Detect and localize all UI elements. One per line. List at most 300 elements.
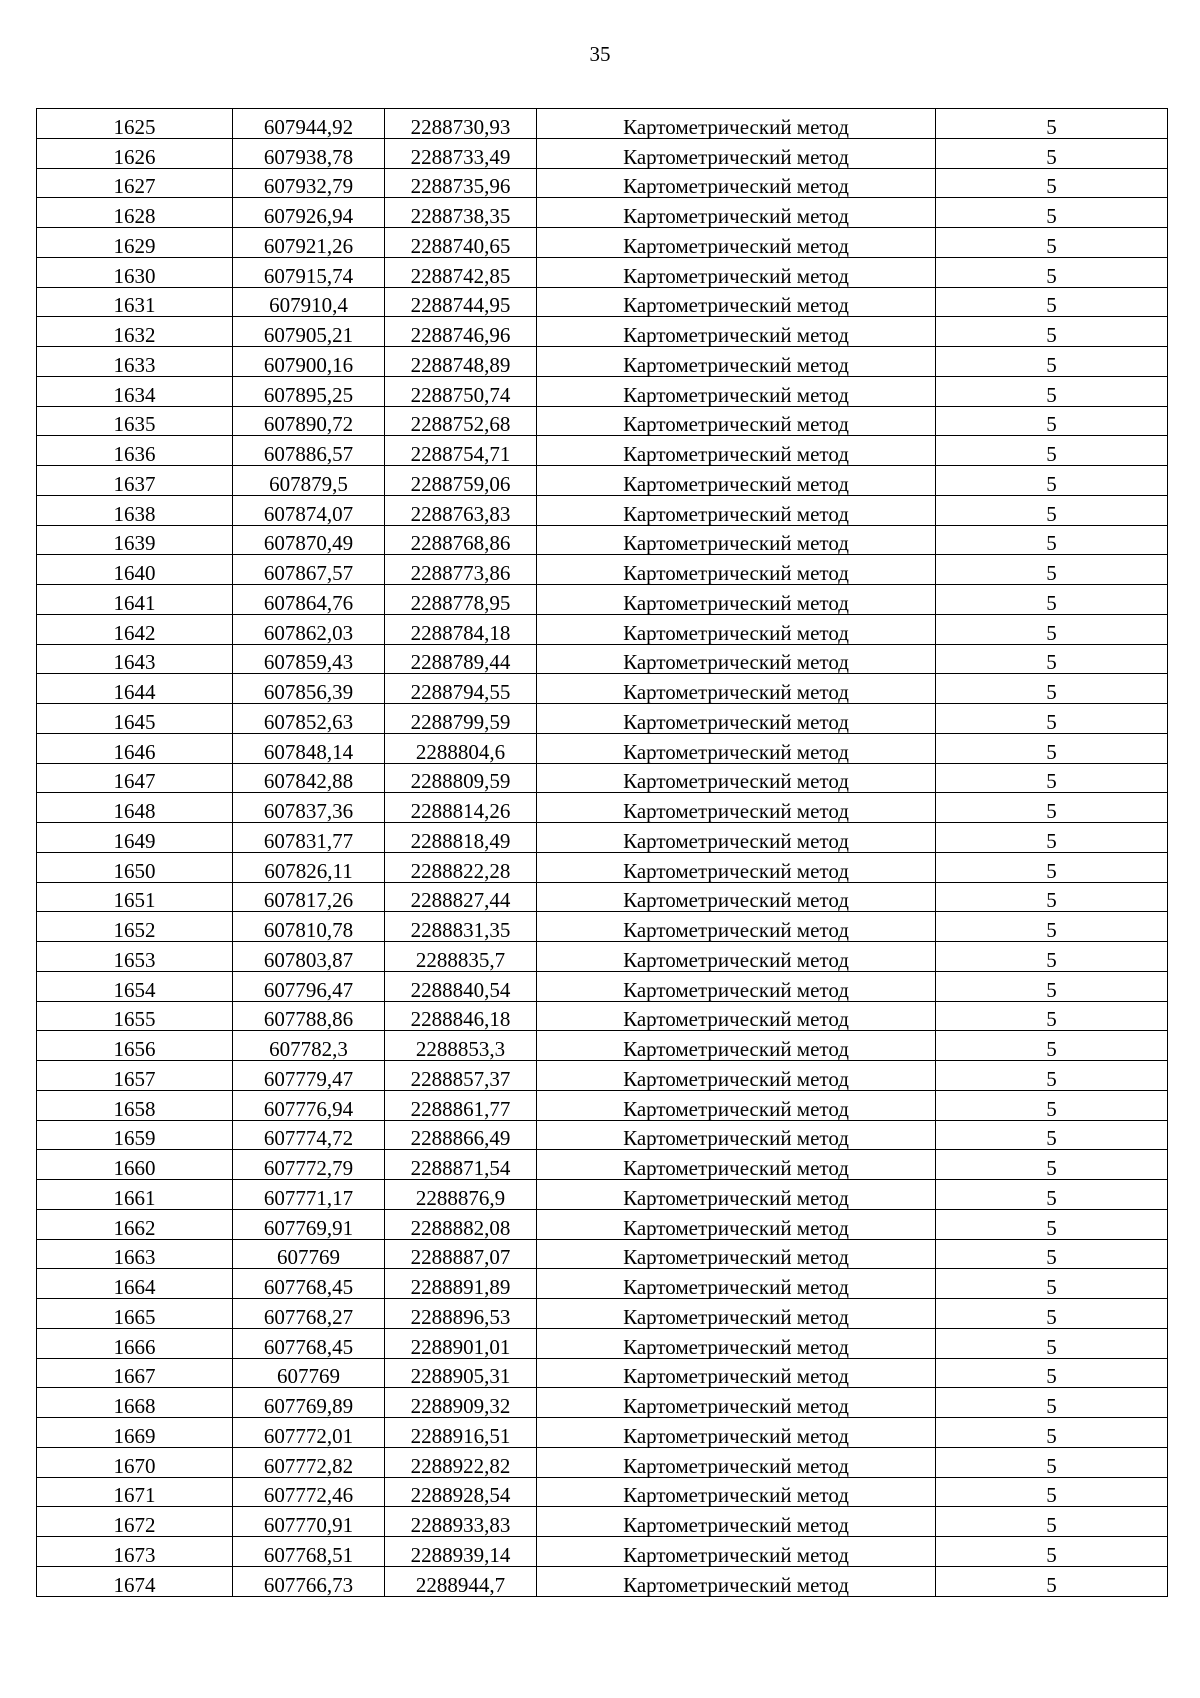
point-number-cell: 1655 <box>37 1001 233 1031</box>
method-cell: Картометрический метод <box>537 1328 936 1358</box>
accuracy-cell: 5 <box>936 1537 1168 1567</box>
point-number-cell: 1670 <box>37 1447 233 1477</box>
y-coordinate-cell: 2288939,14 <box>385 1537 537 1567</box>
x-coordinate-cell: 607810,78 <box>233 912 385 942</box>
x-coordinate-cell: 607852,63 <box>233 704 385 734</box>
method-cell: Картометрический метод <box>537 138 936 168</box>
y-coordinate-cell: 2288778,95 <box>385 585 537 615</box>
table-row <box>37 823 1168 853</box>
method-cell: Картометрический метод <box>537 614 936 644</box>
accuracy-cell: 5 <box>936 912 1168 942</box>
accuracy-cell: 5 <box>936 1477 1168 1507</box>
accuracy-cell: 5 <box>936 1120 1168 1150</box>
x-coordinate-cell: 607769,89 <box>233 1388 385 1418</box>
point-number-cell: 1662 <box>37 1209 233 1239</box>
x-coordinate-cell: 607776,94 <box>233 1090 385 1120</box>
point-number-cell: 1674 <box>37 1566 233 1596</box>
point-number-cell: 1634 <box>37 376 233 406</box>
y-coordinate-cell: 2288866,49 <box>385 1120 537 1150</box>
table-row <box>37 704 1168 734</box>
point-number-cell: 1640 <box>37 555 233 585</box>
method-cell: Картометрический метод <box>537 317 936 347</box>
x-coordinate-cell: 607870,49 <box>233 525 385 555</box>
y-coordinate-cell: 2288905,31 <box>385 1358 537 1388</box>
accuracy-cell: 5 <box>936 585 1168 615</box>
accuracy-cell: 5 <box>936 1209 1168 1239</box>
accuracy-cell: 5 <box>936 823 1168 853</box>
y-coordinate-cell: 2288891,89 <box>385 1269 537 1299</box>
point-number-cell: 1659 <box>37 1120 233 1150</box>
table-row <box>37 317 1168 347</box>
point-number-cell: 1671 <box>37 1477 233 1507</box>
table-row <box>37 1090 1168 1120</box>
accuracy-cell: 5 <box>936 1328 1168 1358</box>
x-coordinate-cell: 607769 <box>233 1239 385 1269</box>
accuracy-cell: 5 <box>936 287 1168 317</box>
coordinates-table <box>36 108 1168 1597</box>
accuracy-cell: 5 <box>936 1418 1168 1448</box>
accuracy-cell: 5 <box>936 1566 1168 1596</box>
accuracy-cell: 5 <box>936 1031 1168 1061</box>
y-coordinate-cell: 2288799,59 <box>385 704 537 734</box>
method-cell: Картометрический метод <box>537 436 936 466</box>
point-number-cell: 1649 <box>37 823 233 853</box>
point-number-cell: 1664 <box>37 1269 233 1299</box>
accuracy-cell: 5 <box>936 1061 1168 1091</box>
point-number-cell: 1642 <box>37 614 233 644</box>
table-row <box>37 1180 1168 1210</box>
table-row <box>37 1031 1168 1061</box>
x-coordinate-cell: 607796,47 <box>233 971 385 1001</box>
table-row <box>37 1507 1168 1537</box>
point-number-cell: 1652 <box>37 912 233 942</box>
x-coordinate-cell: 607817,26 <box>233 882 385 912</box>
accuracy-cell: 5 <box>936 852 1168 882</box>
accuracy-cell: 5 <box>936 228 1168 258</box>
x-coordinate-cell: 607766,73 <box>233 1566 385 1596</box>
accuracy-cell: 5 <box>936 376 1168 406</box>
x-coordinate-cell: 607779,47 <box>233 1061 385 1091</box>
table-row <box>37 198 1168 228</box>
x-coordinate-cell: 607837,36 <box>233 793 385 823</box>
method-cell: Картометрический метод <box>537 674 936 704</box>
x-coordinate-cell: 607856,39 <box>233 674 385 704</box>
x-coordinate-cell: 607944,92 <box>233 109 385 139</box>
x-coordinate-cell: 607768,51 <box>233 1537 385 1567</box>
method-cell: Картометрический метод <box>537 1299 936 1329</box>
method-cell: Картометрический метод <box>537 1537 936 1567</box>
accuracy-cell: 5 <box>936 733 1168 763</box>
accuracy-cell: 5 <box>936 704 1168 734</box>
accuracy-cell: 5 <box>936 882 1168 912</box>
accuracy-cell: 5 <box>936 1239 1168 1269</box>
y-coordinate-cell: 2288818,49 <box>385 823 537 853</box>
y-coordinate-cell: 2288773,86 <box>385 555 537 585</box>
method-cell: Картометрический метод <box>537 1388 936 1418</box>
point-number-cell: 1651 <box>37 882 233 912</box>
accuracy-cell: 5 <box>936 317 1168 347</box>
accuracy-cell: 5 <box>936 644 1168 674</box>
x-coordinate-cell: 607768,27 <box>233 1299 385 1329</box>
x-coordinate-cell: 607890,72 <box>233 406 385 436</box>
accuracy-cell: 5 <box>936 1447 1168 1477</box>
table-row <box>37 1358 1168 1388</box>
table-row <box>37 1061 1168 1091</box>
y-coordinate-cell: 2288768,86 <box>385 525 537 555</box>
table-row <box>37 1388 1168 1418</box>
accuracy-cell: 5 <box>936 436 1168 466</box>
y-coordinate-cell: 2288784,18 <box>385 614 537 644</box>
y-coordinate-cell: 2288901,01 <box>385 1328 537 1358</box>
table-row <box>37 436 1168 466</box>
point-number-cell: 1657 <box>37 1061 233 1091</box>
table-row <box>37 1299 1168 1329</box>
point-number-cell: 1658 <box>37 1090 233 1120</box>
accuracy-cell: 5 <box>936 347 1168 377</box>
table-row <box>37 1328 1168 1358</box>
method-cell: Картометрический метод <box>537 109 936 139</box>
x-coordinate-cell: 607874,07 <box>233 495 385 525</box>
method-cell: Картометрический метод <box>537 971 936 1001</box>
table-row <box>37 793 1168 823</box>
x-coordinate-cell: 607862,03 <box>233 614 385 644</box>
method-cell: Картометрический метод <box>537 1358 936 1388</box>
y-coordinate-cell: 2288804,6 <box>385 733 537 763</box>
method-cell: Картометрический метод <box>537 1566 936 1596</box>
y-coordinate-cell: 2288730,93 <box>385 109 537 139</box>
method-cell: Картометрический метод <box>537 1120 936 1150</box>
x-coordinate-cell: 607926,94 <box>233 198 385 228</box>
table-row <box>37 495 1168 525</box>
method-cell: Картометрический метод <box>537 466 936 496</box>
x-coordinate-cell: 607772,79 <box>233 1150 385 1180</box>
method-cell: Картометрический метод <box>537 1477 936 1507</box>
y-coordinate-cell: 2288916,51 <box>385 1418 537 1448</box>
table-row <box>37 347 1168 377</box>
x-coordinate-cell: 607788,86 <box>233 1001 385 1031</box>
y-coordinate-cell: 2288750,74 <box>385 376 537 406</box>
method-cell: Картометрический метод <box>537 1031 936 1061</box>
accuracy-cell: 5 <box>936 198 1168 228</box>
table-row <box>37 138 1168 168</box>
point-number-cell: 1665 <box>37 1299 233 1329</box>
point-number-cell: 1656 <box>37 1031 233 1061</box>
x-coordinate-cell: 607768,45 <box>233 1328 385 1358</box>
accuracy-cell: 5 <box>936 674 1168 704</box>
y-coordinate-cell: 2288748,89 <box>385 347 537 377</box>
y-coordinate-cell: 2288746,96 <box>385 317 537 347</box>
x-coordinate-cell: 607771,17 <box>233 1180 385 1210</box>
x-coordinate-cell: 607867,57 <box>233 555 385 585</box>
y-coordinate-cell: 2288809,59 <box>385 763 537 793</box>
y-coordinate-cell: 2288840,54 <box>385 971 537 1001</box>
method-cell: Картометрический метод <box>537 1061 936 1091</box>
method-cell: Картометрический метод <box>537 763 936 793</box>
method-cell: Картометрический метод <box>537 882 936 912</box>
point-number-cell: 1661 <box>37 1180 233 1210</box>
y-coordinate-cell: 2288744,95 <box>385 287 537 317</box>
accuracy-cell: 5 <box>936 1269 1168 1299</box>
point-number-cell: 1650 <box>37 852 233 882</box>
accuracy-cell: 5 <box>936 138 1168 168</box>
point-number-cell: 1633 <box>37 347 233 377</box>
x-coordinate-cell: 607770,91 <box>233 1507 385 1537</box>
table-row <box>37 852 1168 882</box>
method-cell: Картометрический метод <box>537 257 936 287</box>
table-row <box>37 109 1168 139</box>
method-cell: Картометрический метод <box>537 525 936 555</box>
method-cell: Картометрический метод <box>537 793 936 823</box>
method-cell: Картометрический метод <box>537 704 936 734</box>
x-coordinate-cell: 607910,4 <box>233 287 385 317</box>
page-number: 35 <box>589 42 611 66</box>
table-row <box>37 555 1168 585</box>
x-coordinate-cell: 607772,01 <box>233 1418 385 1448</box>
x-coordinate-cell: 607831,77 <box>233 823 385 853</box>
point-number-cell: 1639 <box>37 525 233 555</box>
table-row <box>37 1239 1168 1269</box>
x-coordinate-cell: 607768,45 <box>233 1269 385 1299</box>
table-row <box>37 733 1168 763</box>
table-row <box>37 1447 1168 1477</box>
table-row <box>37 376 1168 406</box>
table-row <box>37 1209 1168 1239</box>
method-cell: Картометрический метод <box>537 1209 936 1239</box>
method-cell: Картометрический метод <box>537 644 936 674</box>
point-number-cell: 1643 <box>37 644 233 674</box>
y-coordinate-cell: 2288738,35 <box>385 198 537 228</box>
accuracy-cell: 5 <box>936 1001 1168 1031</box>
accuracy-cell: 5 <box>936 406 1168 436</box>
accuracy-cell: 5 <box>936 525 1168 555</box>
point-number-cell: 1668 <box>37 1388 233 1418</box>
accuracy-cell: 5 <box>936 1150 1168 1180</box>
point-number-cell: 1627 <box>37 168 233 198</box>
y-coordinate-cell: 2288827,44 <box>385 882 537 912</box>
point-number-cell: 1660 <box>37 1150 233 1180</box>
table-row <box>37 1566 1168 1596</box>
y-coordinate-cell: 2288733,49 <box>385 138 537 168</box>
y-coordinate-cell: 2288922,82 <box>385 1447 537 1477</box>
y-coordinate-cell: 2288896,53 <box>385 1299 537 1329</box>
y-coordinate-cell: 2288814,26 <box>385 793 537 823</box>
x-coordinate-cell: 607769,91 <box>233 1209 385 1239</box>
table-row <box>37 882 1168 912</box>
x-coordinate-cell: 607772,46 <box>233 1477 385 1507</box>
y-coordinate-cell: 2288871,54 <box>385 1150 537 1180</box>
point-number-cell: 1648 <box>37 793 233 823</box>
x-coordinate-cell: 607848,14 <box>233 733 385 763</box>
point-number-cell: 1641 <box>37 585 233 615</box>
table-row <box>37 971 1168 1001</box>
table-row <box>37 525 1168 555</box>
method-cell: Картометрический метод <box>537 495 936 525</box>
point-number-cell: 1632 <box>37 317 233 347</box>
table-row <box>37 228 1168 258</box>
y-coordinate-cell: 2288876,9 <box>385 1180 537 1210</box>
y-coordinate-cell: 2288928,54 <box>385 1477 537 1507</box>
method-cell: Картометрический метод <box>537 168 936 198</box>
y-coordinate-cell: 2288822,28 <box>385 852 537 882</box>
y-coordinate-cell: 2288882,08 <box>385 1209 537 1239</box>
x-coordinate-cell: 607864,76 <box>233 585 385 615</box>
point-number-cell: 1625 <box>37 109 233 139</box>
method-cell: Картометрический метод <box>537 347 936 377</box>
point-number-cell: 1629 <box>37 228 233 258</box>
y-coordinate-cell: 2288933,83 <box>385 1507 537 1537</box>
coordinates-table-body <box>37 109 1168 1597</box>
accuracy-cell: 5 <box>936 971 1168 1001</box>
point-number-cell: 1644 <box>37 674 233 704</box>
method-cell: Картометрический метод <box>537 1269 936 1299</box>
point-number-cell: 1663 <box>37 1239 233 1269</box>
x-coordinate-cell: 607803,87 <box>233 942 385 972</box>
table-row <box>37 466 1168 496</box>
y-coordinate-cell: 2288853,3 <box>385 1031 537 1061</box>
accuracy-cell: 5 <box>936 614 1168 644</box>
accuracy-cell: 5 <box>936 1090 1168 1120</box>
x-coordinate-cell: 607900,16 <box>233 347 385 377</box>
table-row <box>37 912 1168 942</box>
x-coordinate-cell: 607826,11 <box>233 852 385 882</box>
accuracy-cell: 5 <box>936 793 1168 823</box>
point-number-cell: 1636 <box>37 436 233 466</box>
accuracy-cell: 5 <box>936 168 1168 198</box>
table-row <box>37 644 1168 674</box>
y-coordinate-cell: 2288759,06 <box>385 466 537 496</box>
method-cell: Картометрический метод <box>537 1090 936 1120</box>
x-coordinate-cell: 607782,3 <box>233 1031 385 1061</box>
y-coordinate-cell: 2288740,65 <box>385 228 537 258</box>
table-row <box>37 1150 1168 1180</box>
table-row <box>37 763 1168 793</box>
point-number-cell: 1647 <box>37 763 233 793</box>
method-cell: Картометрический метод <box>537 198 936 228</box>
y-coordinate-cell: 2288857,37 <box>385 1061 537 1091</box>
method-cell: Картометрический метод <box>537 555 936 585</box>
y-coordinate-cell: 2288763,83 <box>385 495 537 525</box>
method-cell: Картометрический метод <box>537 823 936 853</box>
method-cell: Картометрический метод <box>537 1507 936 1537</box>
accuracy-cell: 5 <box>936 1507 1168 1537</box>
table-row <box>37 257 1168 287</box>
point-number-cell: 1673 <box>37 1537 233 1567</box>
accuracy-cell: 5 <box>936 466 1168 496</box>
y-coordinate-cell: 2288861,77 <box>385 1090 537 1120</box>
x-coordinate-cell: 607769 <box>233 1358 385 1388</box>
accuracy-cell: 5 <box>936 495 1168 525</box>
point-number-cell: 1638 <box>37 495 233 525</box>
x-coordinate-cell: 607842,88 <box>233 763 385 793</box>
y-coordinate-cell: 2288846,18 <box>385 1001 537 1031</box>
method-cell: Картометрический метод <box>537 733 936 763</box>
point-number-cell: 1646 <box>37 733 233 763</box>
y-coordinate-cell: 2288789,44 <box>385 644 537 674</box>
method-cell: Картометрический метод <box>537 912 936 942</box>
table-row <box>37 406 1168 436</box>
method-cell: Картометрический метод <box>537 287 936 317</box>
accuracy-cell: 5 <box>936 1180 1168 1210</box>
table-row <box>37 1001 1168 1031</box>
point-number-cell: 1667 <box>37 1358 233 1388</box>
y-coordinate-cell: 2288909,32 <box>385 1388 537 1418</box>
point-number-cell: 1628 <box>37 198 233 228</box>
accuracy-cell: 5 <box>936 1358 1168 1388</box>
y-coordinate-cell: 2288831,35 <box>385 912 537 942</box>
x-coordinate-cell: 607886,57 <box>233 436 385 466</box>
method-cell: Картометрический метод <box>537 406 936 436</box>
accuracy-cell: 5 <box>936 763 1168 793</box>
method-cell: Картометрический метод <box>537 228 936 258</box>
method-cell: Картометрический метод <box>537 1150 936 1180</box>
table-row <box>37 674 1168 704</box>
point-number-cell: 1672 <box>37 1507 233 1537</box>
y-coordinate-cell: 2288794,55 <box>385 674 537 704</box>
method-cell: Картометрический метод <box>537 1180 936 1210</box>
table-row <box>37 1418 1168 1448</box>
table-row <box>37 168 1168 198</box>
y-coordinate-cell: 2288887,07 <box>385 1239 537 1269</box>
point-number-cell: 1645 <box>37 704 233 734</box>
table-row <box>37 1477 1168 1507</box>
x-coordinate-cell: 607915,74 <box>233 257 385 287</box>
point-number-cell: 1654 <box>37 971 233 1001</box>
accuracy-cell: 5 <box>936 942 1168 972</box>
x-coordinate-cell: 607921,26 <box>233 228 385 258</box>
point-number-cell: 1637 <box>37 466 233 496</box>
table-row <box>37 585 1168 615</box>
x-coordinate-cell: 607905,21 <box>233 317 385 347</box>
accuracy-cell: 5 <box>936 555 1168 585</box>
x-coordinate-cell: 607938,78 <box>233 138 385 168</box>
method-cell: Картометрический метод <box>537 585 936 615</box>
y-coordinate-cell: 2288742,85 <box>385 257 537 287</box>
y-coordinate-cell: 2288944,7 <box>385 1566 537 1596</box>
table-row <box>37 614 1168 644</box>
accuracy-cell: 5 <box>936 109 1168 139</box>
point-number-cell: 1631 <box>37 287 233 317</box>
method-cell: Картометрический метод <box>537 1001 936 1031</box>
accuracy-cell: 5 <box>936 1388 1168 1418</box>
method-cell: Картометрический метод <box>537 942 936 972</box>
point-number-cell: 1653 <box>37 942 233 972</box>
y-coordinate-cell: 2288835,7 <box>385 942 537 972</box>
y-coordinate-cell: 2288754,71 <box>385 436 537 466</box>
method-cell: Картометрический метод <box>537 1418 936 1448</box>
method-cell: Картометрический метод <box>537 1239 936 1269</box>
table-row <box>37 287 1168 317</box>
method-cell: Картометрический метод <box>537 852 936 882</box>
x-coordinate-cell: 607895,25 <box>233 376 385 406</box>
x-coordinate-cell: 607879,5 <box>233 466 385 496</box>
point-number-cell: 1626 <box>37 138 233 168</box>
method-cell: Картометрический метод <box>537 376 936 406</box>
table-row <box>37 1120 1168 1150</box>
accuracy-cell: 5 <box>936 1299 1168 1329</box>
point-number-cell: 1630 <box>37 257 233 287</box>
x-coordinate-cell: 607774,72 <box>233 1120 385 1150</box>
table-row <box>37 942 1168 972</box>
x-coordinate-cell: 607932,79 <box>233 168 385 198</box>
point-number-cell: 1666 <box>37 1328 233 1358</box>
accuracy-cell: 5 <box>936 257 1168 287</box>
point-number-cell: 1669 <box>37 1418 233 1448</box>
y-coordinate-cell: 2288752,68 <box>385 406 537 436</box>
x-coordinate-cell: 607772,82 <box>233 1447 385 1477</box>
table-row <box>37 1269 1168 1299</box>
table-row <box>37 1537 1168 1567</box>
x-coordinate-cell: 607859,43 <box>233 644 385 674</box>
